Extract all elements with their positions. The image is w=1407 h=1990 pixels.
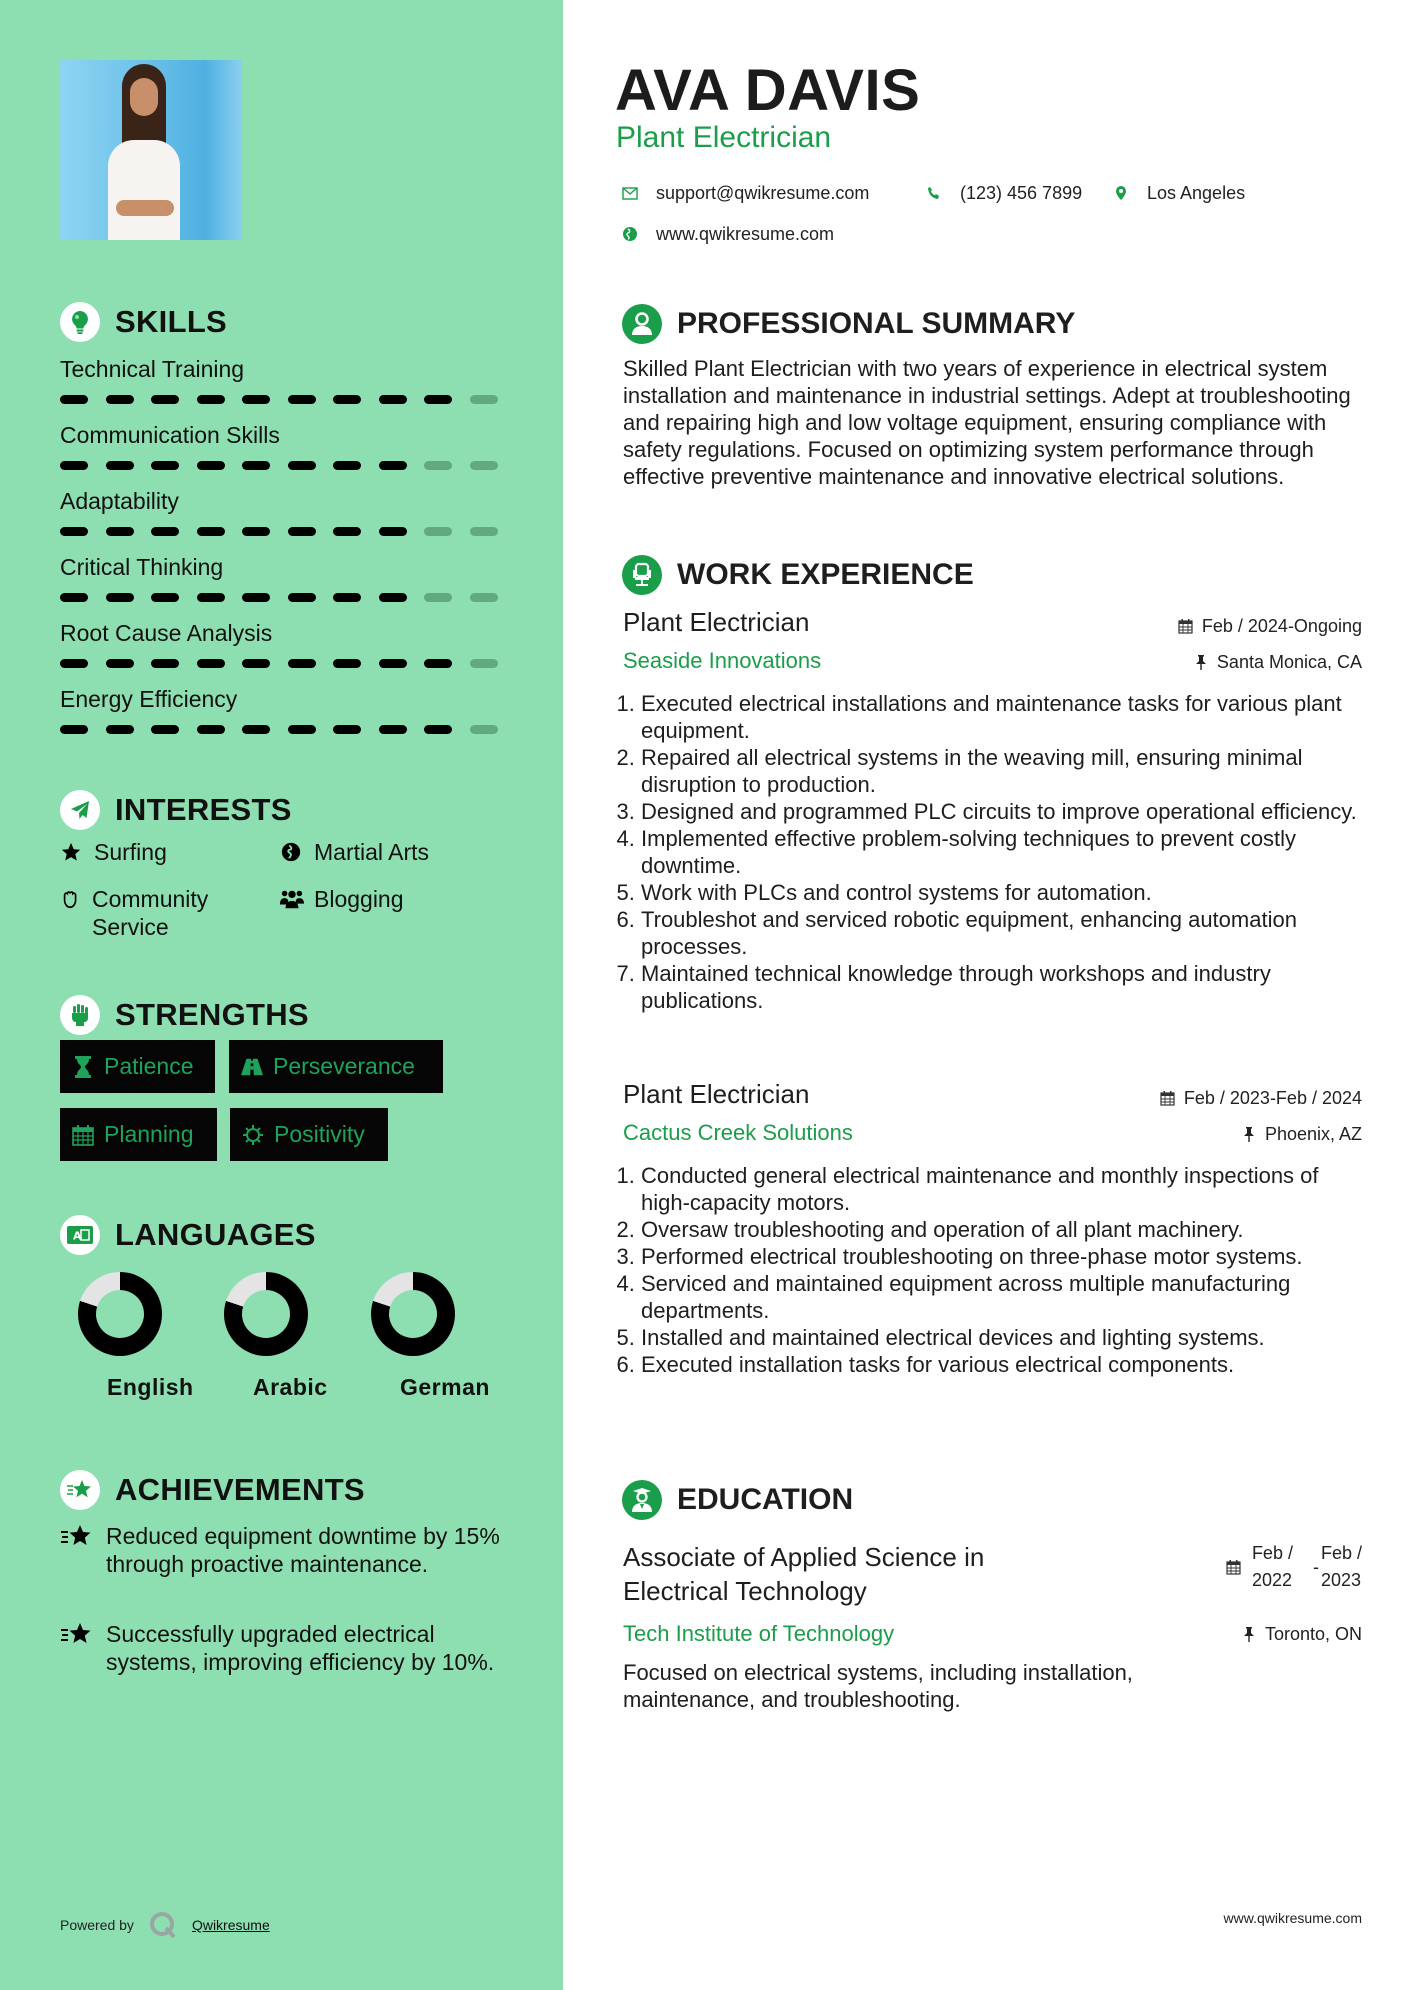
- job-location: [1241, 1122, 1362, 1146]
- road-icon: [241, 1055, 263, 1079]
- globe-icon: [280, 838, 304, 866]
- interest-label: Blogging: [314, 886, 404, 912]
- rating-dash-filled: [333, 527, 361, 536]
- rating-dash-filled: [242, 593, 270, 602]
- rating-dash-filled: [379, 395, 407, 404]
- duty-item: 3. Designed and programmed PLC circuits to improve operational efficiency.: [641, 798, 1368, 825]
- job-location-text: Santa Monica, CA: [1216, 652, 1362, 672]
- language-english: [55, 1272, 194, 1400]
- job-company: Cactus Creek Solutions: [623, 1120, 853, 1145]
- profile-photo: [60, 60, 242, 240]
- rating-dash-filled: [288, 593, 316, 602]
- skill-item: [60, 618, 500, 648]
- contact-location: [1113, 181, 1245, 205]
- rating-dash-filled: [379, 461, 407, 470]
- education-description: Focused on electrical systems, including installation, maintenance, and troubleshooting.: [623, 1660, 1133, 1712]
- rating-dash-filled: [288, 527, 316, 536]
- job-dates: [1178, 614, 1362, 638]
- website-text[interactable]: www.qwikresume.com: [656, 223, 835, 244]
- language-label: German: [400, 1374, 490, 1400]
- calendar-icon: [72, 1123, 94, 1147]
- achievements-title: ACHIEVEMENTS: [115, 1472, 365, 1507]
- duty-item: 5. Installed and maintained electrical devices and lighting systems.: [641, 1324, 1368, 1351]
- summary-title: PROFESSIONAL SUMMARY: [677, 307, 1076, 340]
- rating-dash-empty: [470, 659, 498, 668]
- education-start: [1252, 1540, 1293, 1594]
- skill-label: Communication Skills: [60, 422, 280, 448]
- strength-positivity: [230, 1108, 388, 1161]
- education-location-text: Toronto, ON: [1264, 1624, 1362, 1644]
- language-arabic: [201, 1272, 331, 1400]
- interests-title: INTERESTS: [115, 792, 292, 827]
- degree-line-1: Associate of Applied Science in: [623, 1542, 985, 1572]
- rating-dash-filled: [242, 725, 270, 734]
- strength-label: Patience: [104, 1053, 194, 1079]
- duty-item: 1. Conducted general electrical maintenance and monthly inspections of high-capacity motors.: [641, 1162, 1368, 1216]
- skill-label: Critical Thinking: [60, 554, 224, 580]
- duty-item: 2. Oversaw troubleshooting and operation of all plant machinery.: [641, 1216, 1368, 1243]
- interest-item-martial-arts: [280, 838, 429, 866]
- rating-dash-empty: [424, 527, 452, 536]
- end-month: Feb /: [1320, 1543, 1362, 1563]
- job-dates: [1160, 1086, 1362, 1110]
- rating-dash-filled: [197, 593, 225, 602]
- lightbulb-icon: [60, 302, 100, 342]
- rating-dash-filled: [151, 395, 179, 404]
- interests-heading: [60, 790, 292, 830]
- rating-dash-filled: [379, 659, 407, 668]
- rating-dash-filled: [242, 527, 270, 536]
- skill-rating-bar: [60, 527, 520, 536]
- hand-icon: [60, 885, 82, 913]
- languages-title: LANGUAGES: [115, 1217, 316, 1252]
- rating-dash-filled: [288, 659, 316, 668]
- rating-dash-filled: [242, 659, 270, 668]
- skill-label: Adaptability: [60, 488, 179, 514]
- skills-title: SKILLS: [115, 304, 228, 339]
- strength-label: Positivity: [274, 1121, 365, 1147]
- rating-dash-filled: [106, 725, 134, 734]
- rating-dash-filled: [197, 395, 225, 404]
- photo-arms: [116, 200, 174, 216]
- rating-dash-filled: [333, 461, 361, 470]
- interest-item-community-service: [60, 885, 260, 941]
- summary-text: Skilled Plant Electrician with two years of experience in electrical system installation and maintenance in industrial settings. Adept at troubleshooting and repairing high and low voltage equipment, ensuring compliance with safety regulations. Focused on optimizing system performance through effective preventive maintenance and innovative electrical solutions.: [623, 356, 1351, 489]
- interest-item-blogging: [280, 885, 404, 913]
- language-proficiency-donut: [224, 1272, 308, 1356]
- contact-phone: [926, 181, 1082, 205]
- rating-dash-filled: [60, 461, 88, 470]
- interest-label: Community Service: [92, 886, 209, 940]
- skill-item: [60, 684, 500, 714]
- rating-dash-filled: [424, 659, 452, 668]
- hourglass-icon: [72, 1055, 94, 1079]
- envelope-icon: [622, 185, 638, 201]
- strength-patience: [60, 1040, 215, 1093]
- skill-label: Energy Efficiency: [60, 686, 238, 712]
- photo-face: [130, 78, 158, 116]
- duty-item: 4. Implemented effective problem-solving techniques to prevent costly downtime.: [641, 825, 1368, 879]
- powered-by-label: Powered by: [60, 1917, 134, 1933]
- rating-dash-filled: [60, 593, 88, 602]
- duty-item: 3. Performed electrical troubleshooting on three-phase motor systems.: [641, 1243, 1368, 1270]
- phone-icon: [926, 185, 942, 201]
- duty-item: 6. Troubleshot and serviced robotic equipment, enhancing automation processes.: [641, 906, 1368, 960]
- interest-item-surfing: [60, 838, 167, 866]
- calendar-icon: [1160, 1089, 1176, 1107]
- contact-website: [622, 222, 834, 246]
- svg-text:A: A: [73, 1229, 82, 1243]
- email-text[interactable]: support@qwikresume.com: [656, 182, 870, 203]
- rating-dash-filled: [106, 395, 134, 404]
- rating-dash-filled: [151, 461, 179, 470]
- rating-dash-filled: [333, 395, 361, 404]
- rating-dash-filled: [151, 659, 179, 668]
- job-duties: [623, 690, 1368, 1014]
- experience-heading: [622, 555, 974, 595]
- pushpin-icon: [1241, 1625, 1257, 1643]
- rating-dash-filled: [424, 395, 452, 404]
- education-dates: [1226, 1540, 1362, 1594]
- job-title: Plant Electrician: [623, 607, 810, 637]
- skill-rating-bar: [60, 593, 520, 602]
- strength-planning: [60, 1108, 217, 1161]
- main-content: [563, 0, 1407, 1990]
- duty-item: 5. Work with PLCs and control systems for automation.: [641, 879, 1368, 906]
- contact-email: [622, 181, 869, 205]
- qwikresume-logo-icon: [148, 1910, 178, 1940]
- footer-url[interactable]: www.qwikresume.com: [1223, 1910, 1362, 1926]
- strength-label: Planning: [104, 1121, 194, 1147]
- rating-dash-filled: [151, 527, 179, 536]
- rating-dash-filled: [151, 593, 179, 602]
- achievement-item: [60, 1522, 510, 1578]
- education-title: EDUCATION: [677, 1483, 854, 1516]
- duty-item: 1. Executed electrical installations and maintenance tasks for various plant equipment.: [641, 690, 1368, 744]
- job-company: Seaside Innovations: [623, 648, 822, 673]
- rating-dash-filled: [151, 725, 179, 734]
- pushpin-icon: [1193, 653, 1209, 671]
- school-name: Tech Institute of Technology: [623, 1621, 895, 1646]
- duty-item: 4. Serviced and maintained equipment across multiple manufacturing departments.: [641, 1270, 1368, 1324]
- rating-dash-empty: [470, 593, 498, 602]
- rating-dash-filled: [288, 725, 316, 734]
- candidate-name: AVA DAVIS: [615, 58, 921, 123]
- skill-item: [60, 420, 500, 450]
- rating-dash-filled: [379, 527, 407, 536]
- rating-dash-filled: [106, 527, 134, 536]
- location-text: Los Angeles: [1147, 182, 1246, 203]
- map-pin-icon: [1113, 185, 1129, 201]
- rating-dash-empty: [470, 527, 498, 536]
- skill-label: Root Cause Analysis: [60, 620, 273, 646]
- rating-dash-empty: [470, 461, 498, 470]
- degree-line-2: Electrical Technology: [623, 1576, 867, 1606]
- star-achievement-icon: [60, 1620, 96, 1648]
- education-heading: [622, 1480, 853, 1520]
- rating-dash-filled: [197, 461, 225, 470]
- job-dates-text: Feb / 2023-Feb / 2024: [1183, 1088, 1362, 1108]
- rating-dash-filled: [379, 725, 407, 734]
- rating-dash-filled: [288, 461, 316, 470]
- rating-dash-filled: [288, 395, 316, 404]
- education-location: [1241, 1622, 1362, 1646]
- summary-heading: [622, 304, 1075, 344]
- skills-heading: [60, 302, 227, 342]
- strengths-heading: [60, 995, 309, 1035]
- rating-dash-empty: [424, 461, 452, 470]
- users-icon: [280, 885, 304, 913]
- achievement-text: Reduced equipment downtime by 15% through proactive maintenance.: [106, 1523, 500, 1577]
- globe-icon: [622, 226, 638, 242]
- achievement-item: [60, 1620, 510, 1676]
- rating-dash-filled: [333, 659, 361, 668]
- rating-dash-filled: [333, 593, 361, 602]
- rating-dash-filled: [197, 725, 225, 734]
- duty-item: 6. Executed installation tasks for various electrical components.: [641, 1351, 1368, 1378]
- job-location: [1193, 650, 1362, 674]
- interest-label: Martial Arts: [314, 839, 430, 865]
- rating-dash-filled: [106, 593, 134, 602]
- achievement-text: Successfully upgraded electrical systems, improving efficiency by 10%.: [106, 1621, 495, 1675]
- rating-dash-filled: [242, 461, 270, 470]
- graduate-icon: [622, 1480, 662, 1520]
- star-achievement-icon: [60, 1470, 100, 1510]
- rating-dash-filled: [60, 395, 88, 404]
- qwikresume-link[interactable]: Qwikresume: [191, 1917, 270, 1933]
- fist-icon: [60, 995, 100, 1035]
- rating-dash-filled: [60, 527, 88, 536]
- candidate-role: Plant Electrician: [616, 121, 832, 154]
- pushpin-icon: [1241, 1125, 1257, 1143]
- rating-dash-filled: [242, 395, 270, 404]
- rating-dash-empty: [470, 725, 498, 734]
- paper-plane-icon: [60, 790, 100, 830]
- phone-text[interactable]: (123) 456 7899: [960, 182, 1083, 203]
- rating-dash-filled: [379, 593, 407, 602]
- language-label: English: [107, 1374, 194, 1400]
- skill-item: [60, 354, 500, 384]
- strengths-title: STRENGTHS: [115, 997, 309, 1032]
- rating-dash-filled: [60, 659, 88, 668]
- skill-rating-bar: [60, 461, 520, 470]
- achievements-heading: [60, 1470, 365, 1510]
- end-year: 2023: [1320, 1570, 1362, 1590]
- skill-item: [60, 486, 500, 516]
- skill-rating-bar: [60, 725, 520, 734]
- powered-by: [60, 1910, 270, 1940]
- language-icon: [60, 1215, 100, 1255]
- degree-title: [623, 1540, 984, 1608]
- rating-dash-filled: [197, 527, 225, 536]
- calendar-icon: [1178, 617, 1194, 635]
- rating-dash-filled: [197, 659, 225, 668]
- skill-label: Technical Training: [60, 356, 245, 382]
- job-title: Plant Electrician: [623, 1079, 810, 1109]
- sidebar: [0, 0, 563, 1990]
- skill-rating-bar: [60, 659, 520, 668]
- job-dates-text: Feb / 2024-Ongoing: [1201, 616, 1362, 636]
- calendar-icon: [1226, 1558, 1242, 1576]
- office-chair-icon: [622, 555, 662, 595]
- skill-rating-bar: [60, 395, 520, 404]
- job-duties: [623, 1162, 1368, 1378]
- duty-item: 7. Maintained technical knowledge through workshops and industry publications.: [641, 960, 1368, 1014]
- date-separator: -: [1312, 1556, 1319, 1577]
- strength-perseverance: [229, 1040, 443, 1093]
- skill-item: [60, 552, 500, 582]
- experience-title: WORK EXPERIENCE: [677, 558, 974, 591]
- strength-label: Perseverance: [273, 1053, 415, 1079]
- rating-dash-empty: [424, 593, 452, 602]
- language-proficiency-donut: [78, 1272, 162, 1356]
- interest-label: Surfing: [94, 839, 167, 865]
- rating-dash-filled: [60, 725, 88, 734]
- language-proficiency-donut: [371, 1272, 455, 1356]
- language-label: Arabic: [253, 1374, 328, 1400]
- user-icon: [622, 304, 662, 344]
- rating-dash-empty: [470, 395, 498, 404]
- photo-blouse: [108, 140, 180, 240]
- languages-heading: [60, 1215, 316, 1255]
- star-icon: [60, 838, 84, 866]
- duty-item: 2. Repaired all electrical systems in the weaving mill, ensuring minimal disruption to production.: [641, 744, 1368, 798]
- sun-icon: [242, 1123, 264, 1147]
- start-year: 2022: [1251, 1570, 1292, 1590]
- rating-dash-filled: [424, 725, 452, 734]
- start-month: Feb /: [1251, 1543, 1293, 1563]
- star-achievement-icon: [60, 1522, 96, 1550]
- job-location-text: Phoenix, AZ: [1264, 1124, 1362, 1144]
- rating-dash-filled: [106, 461, 134, 470]
- rating-dash-filled: [333, 725, 361, 734]
- language-german: [348, 1272, 490, 1400]
- education-end: [1321, 1540, 1362, 1594]
- rating-dash-filled: [106, 659, 134, 668]
